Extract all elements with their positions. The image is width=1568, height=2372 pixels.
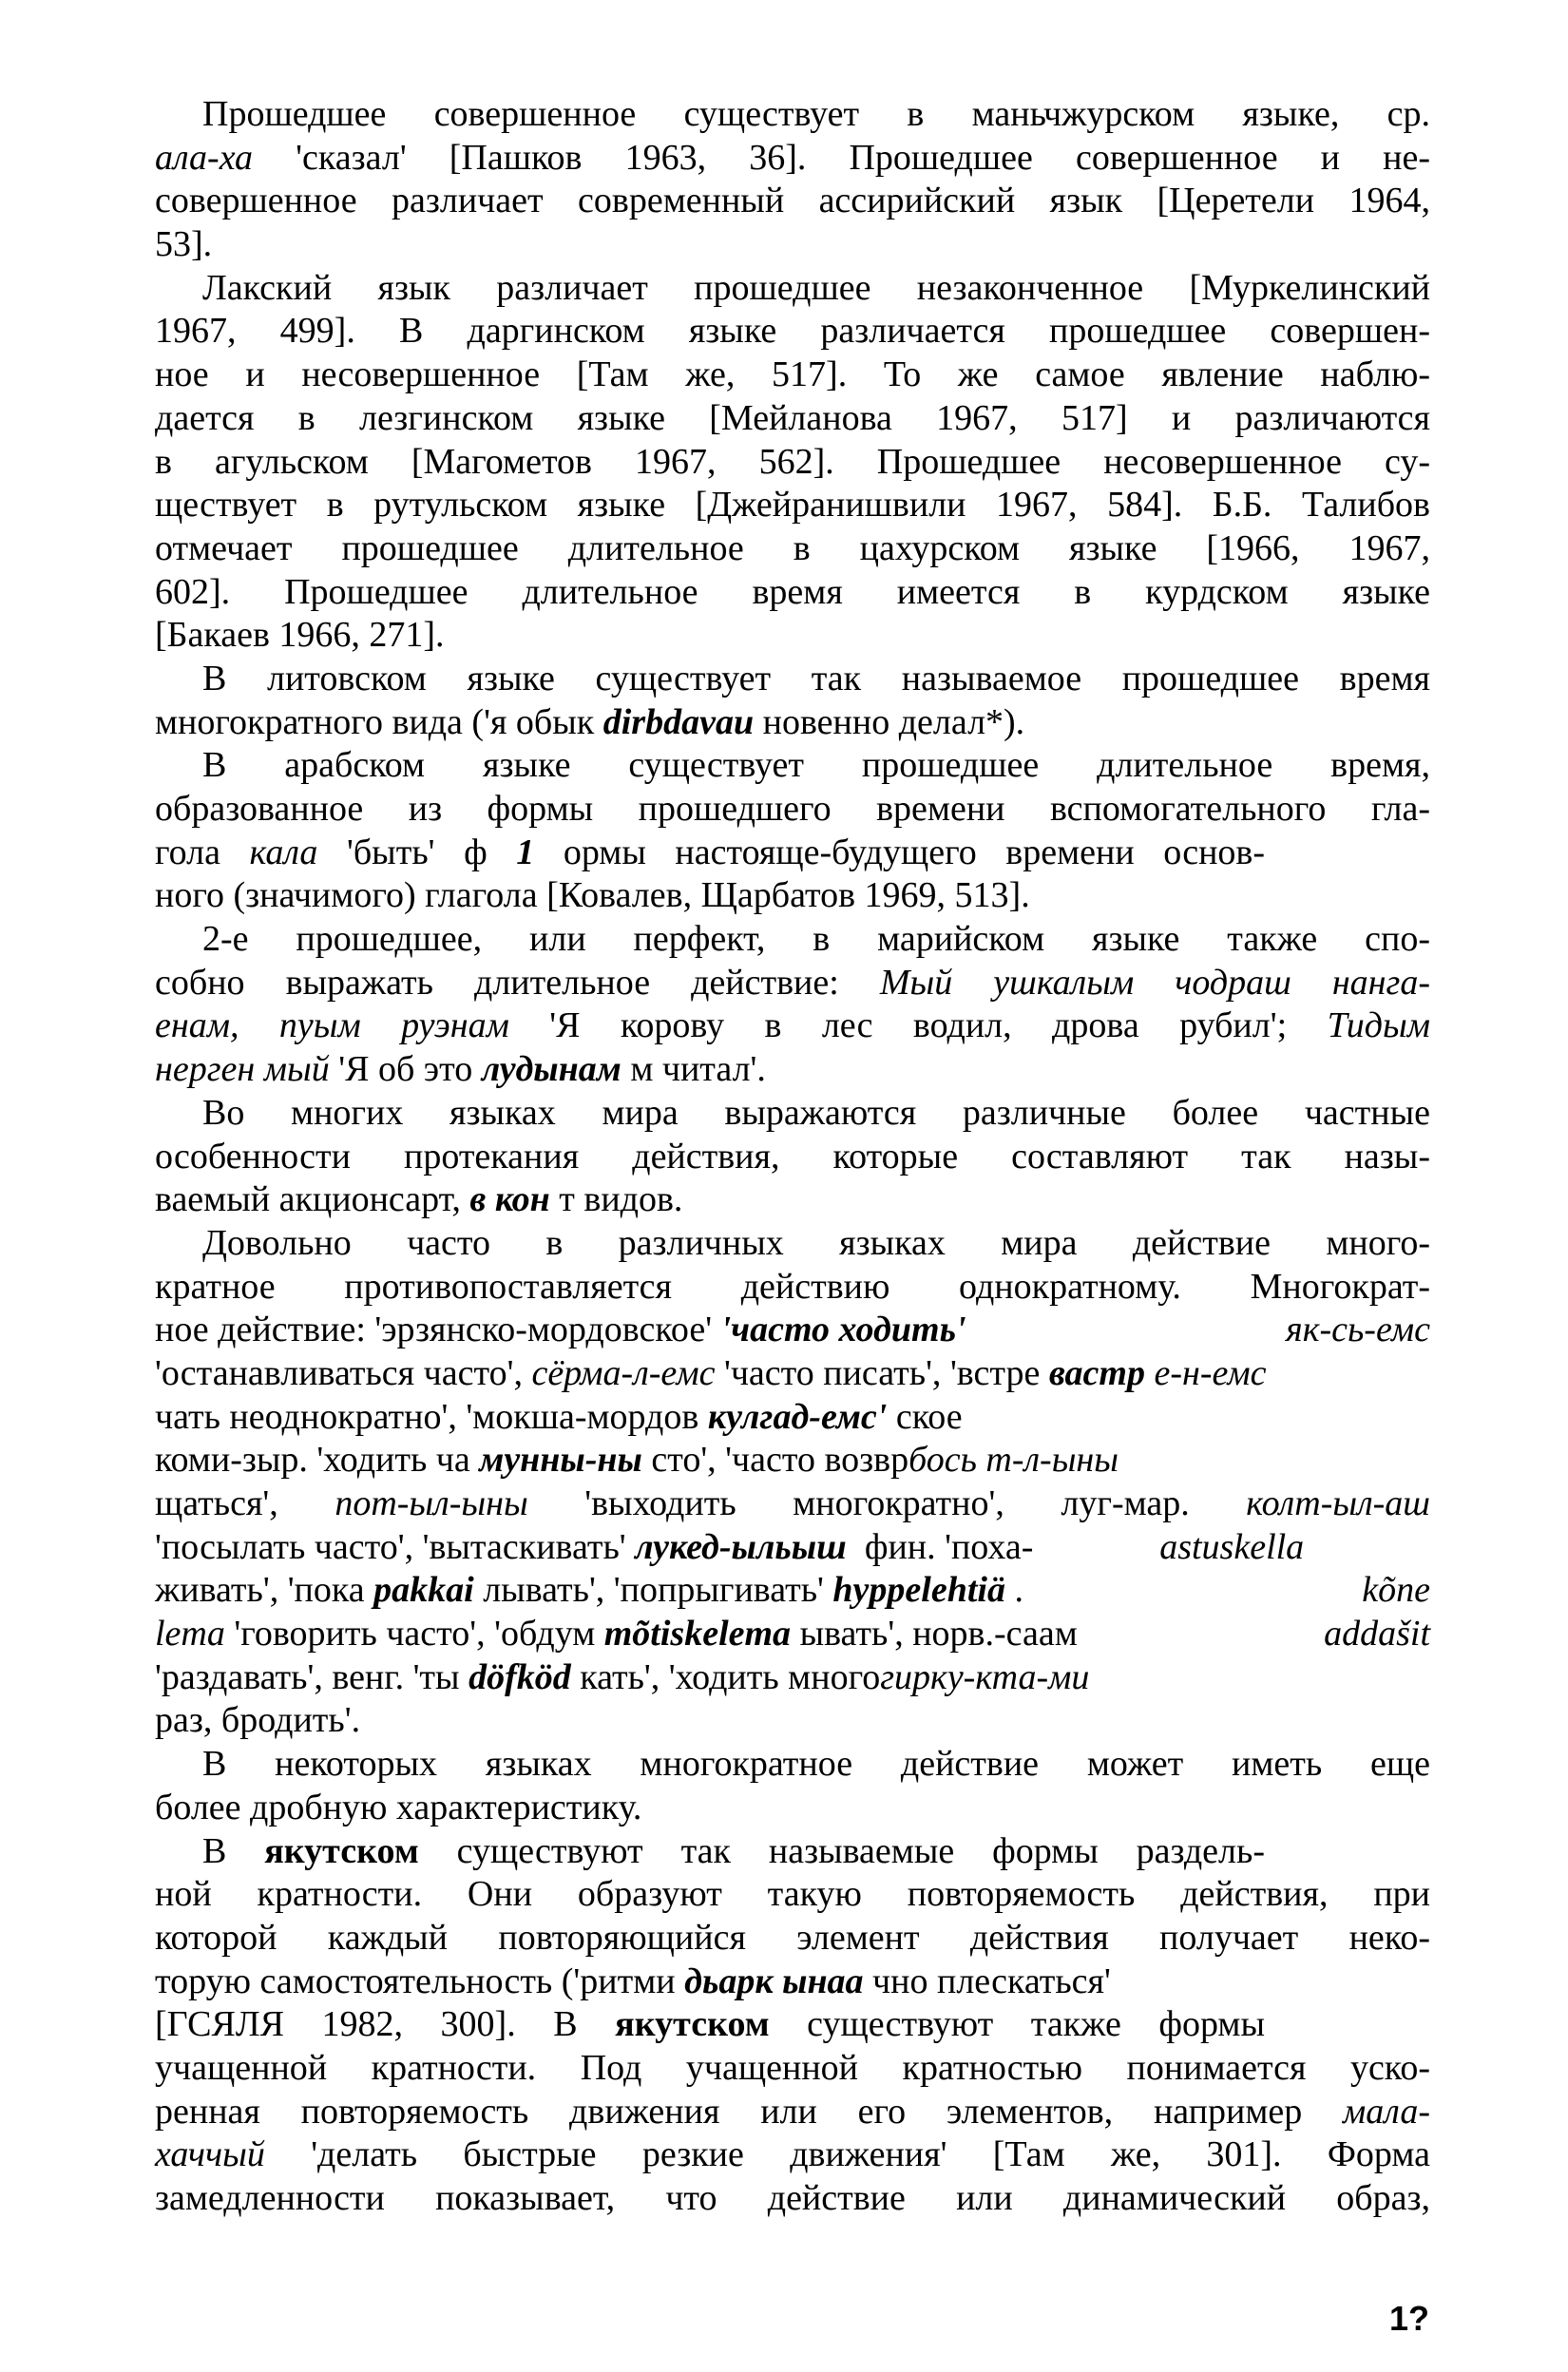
- text-line-content: [155, 1267, 1430, 1307]
- text-line: [155, 744, 1430, 788]
- italic-example: колт-ыл-аш: [1246, 1483, 1430, 1523]
- spacer: [1005, 1569, 1015, 1613]
- text-line-content: [202, 1093, 1430, 1133]
- overprint-italic-text: кулгад-емс': [707, 1396, 888, 1437]
- text-run: замедленности показывает, что действие или динамический образ,: [155, 2178, 1430, 2218]
- text-line-content: [155, 138, 1430, 178]
- text-line-content: [155, 1788, 641, 1827]
- text-run: ское: [895, 1396, 963, 1437]
- text-line: [155, 2003, 1265, 2047]
- text-run: 602]. Прошедшее длительное время имеется в курдском языке: [155, 571, 1430, 612]
- text-run: В некоторых языках многократное действие может иметь еще: [202, 1744, 1430, 1785]
- text-line-content: [155, 181, 1430, 220]
- text-line: [155, 571, 1430, 615]
- text-line: [155, 2177, 1430, 2221]
- text-run: отмечает прошедшее длительное в цахурском языке [1966, 1967,: [155, 527, 1430, 568]
- text-line-content: [155, 2092, 1430, 2132]
- text-line: [155, 1917, 1430, 1961]
- italic-example: kõne: [1362, 1570, 1430, 1611]
- spacer: [460, 1657, 469, 1697]
- text-run: раз, бродить'.: [155, 1700, 361, 1741]
- text-run: ной кратности. Они образуют такую повторяемость действия, при: [155, 1874, 1430, 1915]
- text-run: 'обдум: [494, 1614, 596, 1655]
- text-run: 'Я корову в лес водил, дрова рубил';: [508, 1005, 1328, 1046]
- text-run: дается в лезгинском языке [Мейланова 1967, 517] и различаются: [155, 397, 1430, 438]
- text-run: 1967, 499]. В даргинском языке различается прошедшее совершен-: [155, 311, 1430, 352]
- italic-example: Тидым: [1327, 1005, 1430, 1046]
- text-run: ного (значимого) глагола [Ковалев, Щарбатов 1969, 513].: [155, 875, 1030, 916]
- text-run: 'Я об это: [338, 1049, 473, 1090]
- text-line-content: [155, 485, 1430, 525]
- text-line-content: [155, 2004, 1265, 2044]
- text-run: особенности протекания действия, которые составляют так назы-: [155, 1136, 1430, 1176]
- text-line: [155, 1613, 1430, 1656]
- text-line-content: [155, 1961, 1111, 2001]
- document-body: [155, 93, 1430, 2221]
- text-run: 'говорить часто',: [224, 1614, 495, 1655]
- text-run: В: [202, 1830, 265, 1871]
- text-line-content: [202, 268, 1430, 308]
- text-line: [155, 441, 1430, 485]
- text-run: 'вытаскивать': [422, 1526, 626, 1567]
- text-line: [155, 1352, 1430, 1396]
- text-line-content: [155, 1353, 1267, 1393]
- text-run: ывать', норв.-саам: [799, 1614, 1078, 1655]
- text-line: [155, 1656, 1430, 1700]
- text-line: [155, 310, 1430, 354]
- text-run: ренная повторяемость движения или его элементов, например: [155, 2091, 1344, 2132]
- text-line-content: [155, 2178, 1430, 2218]
- text-run: 'сказал' [Пашков 1963, 36]. Прошедшее совершенное и не-: [253, 137, 1430, 178]
- text-line: [155, 1699, 1430, 1743]
- italic-example: бось т-л-ыны: [908, 1440, 1119, 1481]
- text-run: новенно делал*).: [762, 701, 1025, 742]
- text-run: кать', 'ходить много: [580, 1656, 881, 1697]
- spacer: [472, 1049, 482, 1089]
- spacer: [791, 1613, 800, 1656]
- text-run: в агульском [Магометов 1967, 562]. Прошедшее несовершенное су-: [155, 441, 1430, 482]
- text-run: 'встре: [949, 1352, 1041, 1393]
- text-line-content: [202, 1831, 1265, 1871]
- text-line-content: [155, 1700, 360, 1740]
- text-line: [155, 1396, 1430, 1440]
- text-line: [155, 701, 1430, 745]
- text-line: [155, 484, 1430, 527]
- text-line-content: [155, 615, 445, 655]
- text-line: [155, 2133, 1430, 2177]
- italic-example: кала: [249, 832, 318, 872]
- text-run: более дробную характеристику.: [155, 1787, 642, 1827]
- overprint-italic-text: pakkai: [373, 1570, 474, 1611]
- spacer: [887, 1397, 896, 1437]
- text-line-content: [155, 702, 1024, 742]
- text-line: [155, 1961, 1430, 2004]
- text-line: [155, 658, 1430, 701]
- text-line: [155, 1830, 1265, 1874]
- spacer: [550, 1179, 560, 1219]
- spacer: [534, 832, 564, 872]
- text-run: кратное противопоставляется действию однократному. Многократ-: [155, 1266, 1430, 1307]
- text-line-content: [155, 528, 1430, 568]
- text-line: [155, 1266, 1430, 1310]
- text-line: [155, 1222, 1430, 1266]
- spacer: [847, 1526, 856, 1570]
- italic-example: як-сь-емс: [1286, 1310, 1430, 1350]
- text-line: [155, 1743, 1430, 1787]
- text-line-content: [155, 1874, 1430, 1914]
- text-line-content: [155, 1397, 963, 1437]
- text-run: Довольно часто в различных языках мира действие много-: [202, 1222, 1430, 1263]
- text-run: В арабском языке существует прошедшее длительное время,: [202, 745, 1430, 786]
- text-line-content: [202, 94, 1430, 134]
- text-run: 'останавливаться часто',: [155, 1352, 532, 1393]
- italic-example: ала-ха: [155, 137, 254, 178]
- text-run: которой каждый повторяющийся элемент действия получает неко-: [155, 1917, 1430, 1958]
- text-line: [155, 180, 1430, 223]
- text-line-content: [202, 745, 1430, 785]
- text-line: [155, 527, 1430, 571]
- text-run: 'ходить ча: [316, 1440, 470, 1481]
- italic-example: енам, пуым руэнам: [155, 1005, 509, 1046]
- spacer: [621, 1049, 631, 1089]
- text-line-content: [202, 1223, 1430, 1263]
- line-gap: [1033, 1526, 1159, 1570]
- text-line: [155, 962, 1430, 1005]
- overprint-italic-text: 'часто ходить': [720, 1310, 966, 1350]
- spacer: [698, 1397, 708, 1437]
- text-line-content: [155, 832, 1265, 872]
- spacer: [571, 1657, 581, 1697]
- overprint-italic-text: вастр: [1048, 1352, 1145, 1393]
- italic-example: е-н-емс: [1154, 1352, 1267, 1393]
- text-line-content: [155, 963, 1430, 1003]
- text-run: чно плескаться': [872, 1961, 1111, 2001]
- spacer: [470, 1440, 480, 1480]
- spacer: [365, 1569, 374, 1613]
- text-run: 'делать быстрые резкие движения' [Там же, 301]. Форма: [264, 2134, 1430, 2175]
- text-line-content: [202, 659, 1430, 698]
- text-line: [155, 93, 1430, 137]
- text-run: [317, 832, 347, 872]
- text-line-content: [155, 224, 212, 264]
- overprint-italic-text: дьарк ынаа: [684, 1961, 864, 2001]
- text-line: [155, 1787, 1430, 1830]
- text-line-content: [155, 1049, 766, 1089]
- bold-term: якутском: [615, 2004, 770, 2045]
- text-line-content: [155, 311, 1430, 351]
- text-run: существуют также формы: [769, 2004, 1265, 2045]
- text-run: ное и несовершенное [Там же, 517]. То же самое явление наблю-: [155, 354, 1430, 395]
- bold-term: якутском: [264, 1830, 419, 1871]
- text-line: [155, 874, 1430, 918]
- text-run: В литовском языке существует так называемое прошедшее время: [202, 658, 1430, 698]
- overprint-italic-text: лукед-ыльыш: [635, 1526, 847, 1567]
- text-run: 53].: [155, 224, 213, 265]
- text-run: многократного вида (: [155, 701, 485, 742]
- page-number: 1?: [1389, 2299, 1430, 2338]
- text-run: чать неоднократно',: [155, 1396, 467, 1437]
- text-line: [155, 137, 1430, 181]
- text-run: учащенной кратности. Под учащенной кратностью понимается уско-: [155, 2047, 1430, 2088]
- text-run: ормы настояще-будущего времени основ-: [563, 832, 1266, 872]
- text-line-content: [155, 1483, 1430, 1523]
- spacer: [754, 702, 763, 742]
- text-run: Во многих языках мира выражаются различные более частные: [202, 1092, 1430, 1133]
- text-run: ивать': [734, 1570, 824, 1611]
- text-run: сто', 'часто возвр: [651, 1440, 909, 1481]
- text-line-content: [155, 875, 1030, 915]
- italic-example: мала-: [1343, 2091, 1430, 2132]
- text-line: [155, 788, 1430, 832]
- text-line: [155, 1092, 1430, 1136]
- spacer: [712, 1309, 721, 1352]
- line-gap: [975, 1309, 1286, 1352]
- text-run: щаться',: [155, 1483, 335, 1523]
- text-line: [155, 614, 1430, 658]
- text-line-content: [155, 2048, 1430, 2088]
- italic-example: нерген мый: [155, 1049, 339, 1090]
- text-line-content: [155, 442, 1430, 482]
- text-run: .: [1014, 1570, 1023, 1611]
- italic-example: astuskella: [1159, 1526, 1305, 1567]
- text-run: м читал'.: [630, 1049, 766, 1090]
- text-run: ное действие:: [155, 1310, 375, 1350]
- text-run: лывать', 'попрыг: [483, 1570, 735, 1611]
- text-run: 'ритми: [573, 1961, 676, 2001]
- text-run: 'раздавать', венг.: [155, 1656, 413, 1697]
- text-run: 'часто писать',: [715, 1352, 950, 1393]
- italic-example: addašit: [1324, 1614, 1430, 1655]
- spacer: [474, 1569, 484, 1613]
- text-line: [155, 1178, 1430, 1222]
- text-run: 'мокша-мордов: [466, 1396, 699, 1437]
- overprint-italic-text: 1: [516, 832, 535, 872]
- text-run: торую самостоятельность (: [155, 1961, 574, 2001]
- text-line-content: [155, 1657, 1089, 1697]
- overprint-italic-text: mõtiskelema: [603, 1614, 792, 1655]
- spacer: [824, 1569, 833, 1613]
- text-line: [155, 2091, 1430, 2134]
- text-line: [155, 1136, 1430, 1179]
- overprint-italic-text: dirbdavau: [602, 701, 755, 742]
- spacer: [461, 1179, 470, 1219]
- text-run: [Бакаев 1966, 271].: [155, 615, 445, 656]
- line-gap: [1023, 1569, 1362, 1613]
- text-run: т видов.: [559, 1179, 683, 1220]
- text-line: [155, 1439, 1430, 1482]
- text-run: коми-зыр.: [155, 1440, 317, 1481]
- italic-example: lema: [155, 1614, 225, 1655]
- text-line: [155, 1526, 1430, 1570]
- text-line: [155, 223, 1430, 267]
- text-line-content: [155, 1137, 1430, 1176]
- text-run: гола: [155, 832, 250, 872]
- overprint-italic-text: hyppelehtiä: [832, 1570, 1005, 1611]
- text-run: 'эрзянско-мордовское': [374, 1310, 713, 1350]
- text-run: собно выражать длительное действие:: [155, 962, 880, 1003]
- text-run: 'я обык: [484, 701, 595, 742]
- text-run: Прошедшее совершенное существует в маньчжурском языке, ср.: [202, 94, 1430, 134]
- overprint-italic-text: döfköd: [468, 1656, 571, 1697]
- text-run: 'быть' ф: [347, 832, 488, 872]
- text-line: [155, 1569, 1430, 1613]
- text-run: 2-е прошедшее, или перфект, в марийском языке также спо-: [202, 919, 1430, 960]
- italic-example: сёрма-л-емс: [531, 1352, 716, 1393]
- italic-example: Мый ушкалым чодраш нанга-: [879, 962, 1430, 1003]
- line-gap: [1078, 1613, 1324, 1656]
- spacer: [676, 1961, 685, 2001]
- overprint-italic-text: в кон: [469, 1179, 550, 1220]
- italic-example: хаччый: [155, 2134, 265, 2175]
- text-line-content: [155, 789, 1430, 829]
- text-line: [155, 2047, 1430, 2091]
- text-line-content: [155, 572, 1430, 612]
- text-run: образованное из формы прошедшего времени вспомогательного гла-: [155, 789, 1430, 829]
- text-run: 'ты: [412, 1656, 460, 1697]
- text-run: совершенное различает современный ассирийский язык [Церетели 1964,: [155, 181, 1430, 221]
- text-line-content: [155, 354, 1430, 394]
- text-run: живать',: [155, 1570, 288, 1611]
- spacer: [1040, 1353, 1049, 1393]
- overprint-italic-text: лудынам: [481, 1049, 621, 1090]
- text-run: ваемый: [155, 1179, 279, 1220]
- spacer: [594, 702, 603, 742]
- text-run: существуют так называемые формы раздель-: [418, 1830, 1265, 1871]
- spacer: [966, 1309, 976, 1352]
- text-line: [155, 918, 1430, 962]
- spacer: [595, 1613, 604, 1656]
- text-line-content: [202, 919, 1430, 959]
- text-line: [155, 1048, 1430, 1092]
- line-gap: [1304, 1526, 1430, 1570]
- text-line: [155, 354, 1430, 397]
- text-run: акционсарт,: [278, 1179, 461, 1220]
- italic-example: пот-ыл-ыны: [335, 1483, 528, 1523]
- text-line: [155, 1873, 1430, 1917]
- text-run: 'посылать часто',: [155, 1526, 423, 1567]
- text-run: ществует в рутульском языке [Джейранишвили 1967, 584]. Б.Б. Талибов: [155, 485, 1430, 526]
- text-line: [155, 832, 1265, 875]
- text-line-content: [155, 1179, 682, 1219]
- text-line-content: [155, 2134, 1430, 2174]
- text-line: [155, 267, 1430, 311]
- text-line: [155, 397, 1430, 441]
- text-line-content: [155, 1918, 1430, 1958]
- text-run: Лакский язык различает прошедшее незаконченное [Муркелинский: [202, 267, 1430, 308]
- text-run: 'выходить многократно', луг-мар.: [527, 1483, 1247, 1523]
- text-line-content: [202, 1744, 1430, 1784]
- text-run: [ГСЯЛЯ 1982, 300]. В: [155, 2004, 616, 2045]
- text-run: фин. 'поха-: [855, 1526, 1034, 1567]
- spacer: [864, 1961, 873, 2001]
- italic-example: гирку-кта-ми: [880, 1656, 1090, 1697]
- text-line-content: [155, 398, 1430, 438]
- overprint-italic-text: мунны-ны: [479, 1440, 642, 1481]
- text-line-content: [155, 1005, 1430, 1045]
- text-line: [155, 1309, 1430, 1352]
- text-line: [155, 1482, 1430, 1526]
- spacer: [626, 1526, 636, 1570]
- spacer: [488, 832, 517, 872]
- text-run: 'пока: [287, 1570, 365, 1611]
- spacer: [642, 1440, 652, 1480]
- text-line-content: [155, 1440, 1119, 1480]
- text-line: [155, 1004, 1430, 1048]
